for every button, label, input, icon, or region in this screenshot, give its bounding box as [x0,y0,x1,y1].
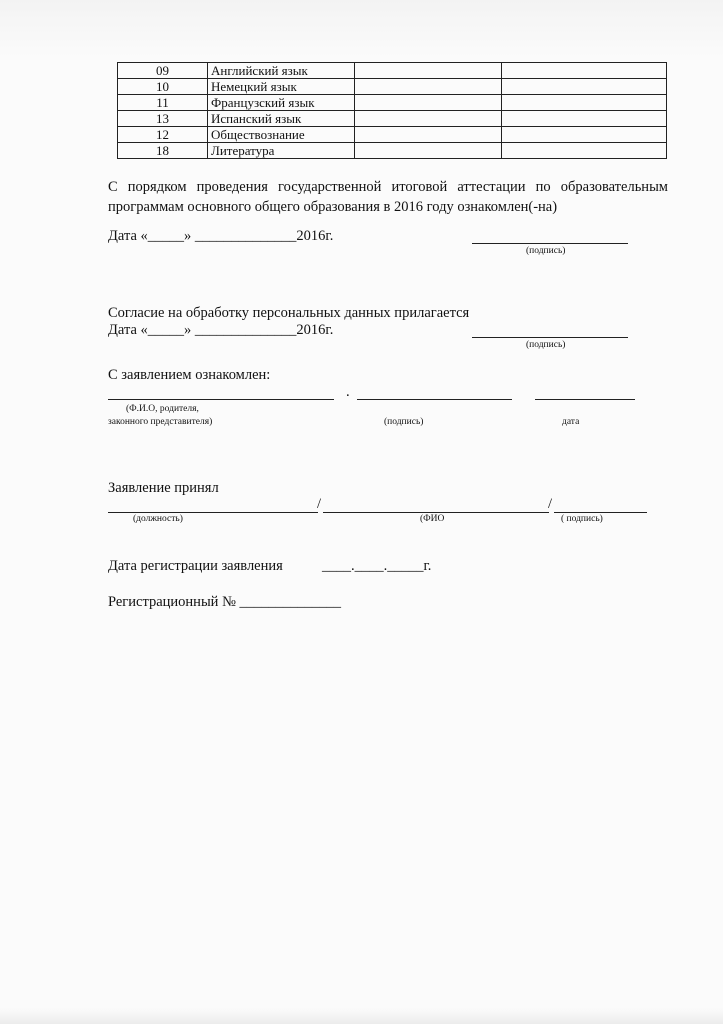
subjects-table [117,62,667,159]
empty-cell [355,63,502,79]
signature-caption-4: ( подпись) [561,514,603,524]
slash-separator-2: / [548,496,553,512]
empty-cell [502,127,667,143]
date-line-1: Дата «_____» ______________2016г. [108,228,334,244]
empty-cell [355,79,502,95]
empty-cell [355,143,502,159]
subject-name: Французский язык [208,95,355,111]
table-row [118,79,667,95]
fio-line [108,399,334,400]
empty-cell [502,79,667,95]
date-line-3 [535,399,635,400]
registration-date-label: Дата регистрации заявления [108,558,283,574]
fio-caption-line2: законного представителя) [108,417,213,427]
subject-code: 11 [118,95,208,111]
fio-caption: (ФИО [420,514,445,524]
consent-text: Согласие на обработку персональных данных прилагается [108,305,470,321]
date-line-2: Дата «_____» ______________2016г. [108,322,334,338]
empty-cell [502,111,667,127]
subject-name: Испанский язык [208,111,355,127]
subject-code: 09 [118,63,208,79]
acquainted-heading: С заявлением ознакомлен: [108,367,271,383]
position-caption: (должность) [133,514,183,524]
signature-caption-2: (подпись) [526,340,566,350]
registration-number: Регистрационный № ______________ [108,594,342,610]
subject-code: 13 [118,111,208,127]
signature-line-4 [554,512,647,513]
signature-caption-3: (подпись) [384,417,424,427]
table-row [118,95,667,111]
empty-cell [355,111,502,127]
date-caption: дата [562,417,580,427]
scan-shadow-top [0,0,723,58]
separator-dot: . [346,384,350,400]
empty-cell [502,143,667,159]
procedure-acknowledgement-text: С порядком проведения государственной итоговой аттестации по образовательным программам основного общего образования в 2016 году ознакомлен(-на) [108,179,668,215]
subject-name: Обществознание [208,127,355,143]
signature-line-1 [472,243,628,244]
subject-code: 18 [118,143,208,159]
fio-caption-line1: (Ф.И.О, родителя, [126,404,199,414]
table-row [118,143,667,159]
subject-name: Немецкий язык [208,79,355,95]
name-line [323,512,549,513]
accepted-heading: Заявление принял [108,480,219,496]
slash-separator-1: / [317,496,322,512]
registration-date-field: ____.____._____г. [322,558,432,574]
subject-code: 12 [118,127,208,143]
signature-line-2 [472,337,628,338]
table-row [118,127,667,143]
empty-cell [355,127,502,143]
table-row [118,111,667,127]
subject-name: Литература [208,143,355,159]
empty-cell [502,63,667,79]
signature-line-3 [357,399,512,400]
empty-cell [502,95,667,111]
empty-cell [355,95,502,111]
signature-caption-1: (подпись) [526,246,566,256]
subject-code: 10 [118,79,208,95]
subject-name: Английский язык [208,63,355,79]
position-line [108,512,318,513]
table-row [118,63,667,79]
scan-shadow-bottom [0,1008,723,1024]
